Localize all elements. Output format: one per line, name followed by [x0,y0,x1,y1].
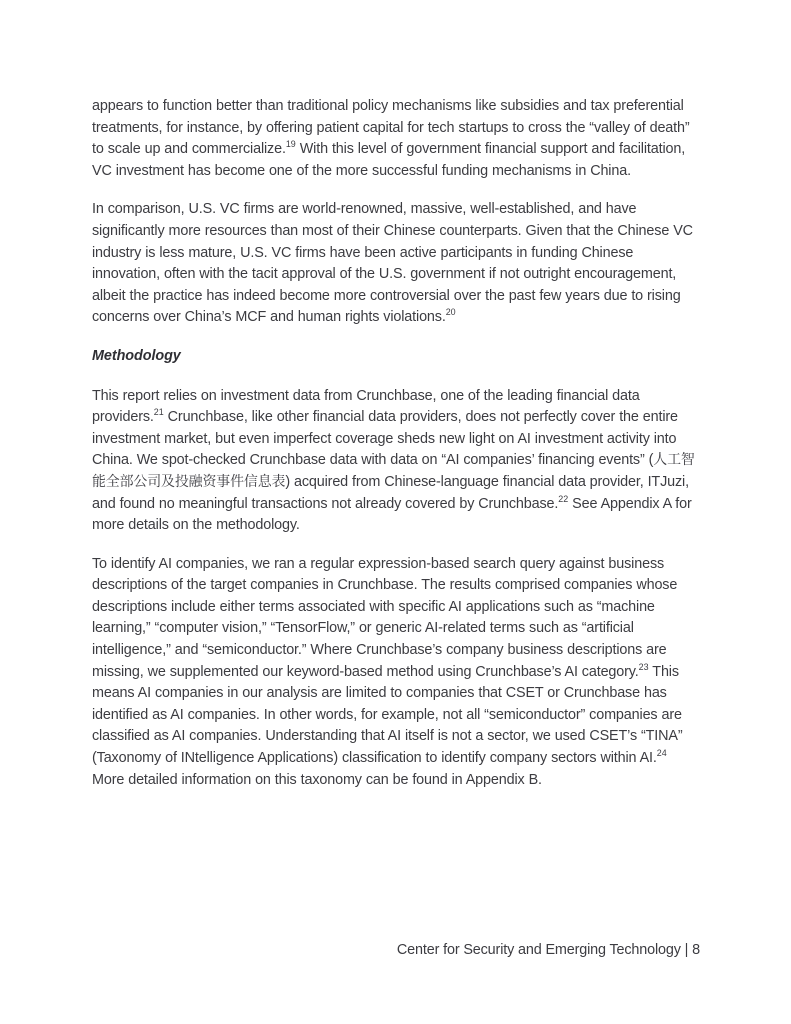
paragraph-4-text-part-2: This means AI companies in our analysis are limited to companies that CSET or Crunchbase has identified as AI companies. In other words, for example, not all “semiconductor” companies are classified as AI companies. Understanding that AI itself is not a sector, we used CSET’s “TINA” (Taxonomy of INtelligence Applications) classification to identify company sectors within AI. [92,663,683,767]
footnote-ref-24[interactable]: 24 [656,748,667,759]
footnote-ref-21[interactable]: 21 [153,407,164,418]
footnote-ref-22[interactable]: 22 [558,493,569,504]
paragraph-3-text-part-1: This report relies on investment data from Crunchbase, one of the leading financial data providers. [92,387,640,426]
footnote-ref-19[interactable]: 19 [285,139,296,150]
paragraph-us-vc-firms [92,199,700,329]
paragraph-crunchbase-data [92,386,700,537]
paragraph-3-text-part-3: ) acquired from Chinese-language financial data provider, ITJuzi, and found no meaningful transactions not already covered by Crunchbase. [92,473,689,512]
section-heading-methodology: Methodology [92,347,181,364]
paragraph-continuation [92,96,700,182]
paragraph-3-text-part-2: Crunchbase, like other financial data providers, does not perfectly cover the entire investment market, but even imperfect coverage sheds new light on AI investment activity into China. We spot-checked Crunchbase data with data on “AI companies’ financing events” ( [92,409,678,469]
paragraph-4-text-part-1: To identify AI companies, we ran a regular expression-based search query against business descriptions of the target companies in Crunchbase. The results comprised companies whose descriptions include either terms associated with specific AI applications such as “machine learning,” “computer vision,” “TensorFlow,” or generic AI-related terms such as “artificial intelligence,” and “semiconductor.” Where Crunchbase’s company business descriptions are missing, we supplemented our keyword-based method using Crunchbase’s AI category. [92,555,678,680]
paragraph-1-text-part-1: appears to function better than traditional policy mechanisms like subsidies and tax preferential treatments, for instance, by offering patient capital for tech startups to cross the “valley of death” to scale up and commercialize. [92,98,690,158]
footnote-ref-23[interactable]: 23 [638,661,649,672]
footnote-ref-20[interactable]: 20 [445,307,456,318]
page-content [92,96,700,791]
paragraph-2-text-part-1: In comparison, U.S. VC firms are world-renowned, massive, well-established, and have significantly more resources than most of their Chinese counterparts. Given that the Chinese VC industry is less mature, U.S. VC firms have been active participants in funding Chinese innovation, often with the tacit approval of the U.S. government if not outright encouragement, albeit the practice has indeed become more controversial over the past few years due to rising concerns over China’s MCF and human rights violations. [92,201,693,326]
chinese-term-ai-financing-events: 人工智能全部公司及投融资事件信息表 [92,452,695,490]
page-footer: Center for Security and Emerging Technology | 8 [396,942,700,958]
paragraph-4-text-part-3: More detailed information on this taxonomy can be found in Appendix B. [92,771,542,788]
paragraph-identify-ai-companies [92,554,700,792]
paragraph-1-text-part-2: With this level of government financial support and facilitation, VC investment has become one of the more successful funding mechanisms in China. [92,141,686,179]
paragraph-3-text-part-4: See Appendix A for more details on the methodology. [92,495,692,534]
